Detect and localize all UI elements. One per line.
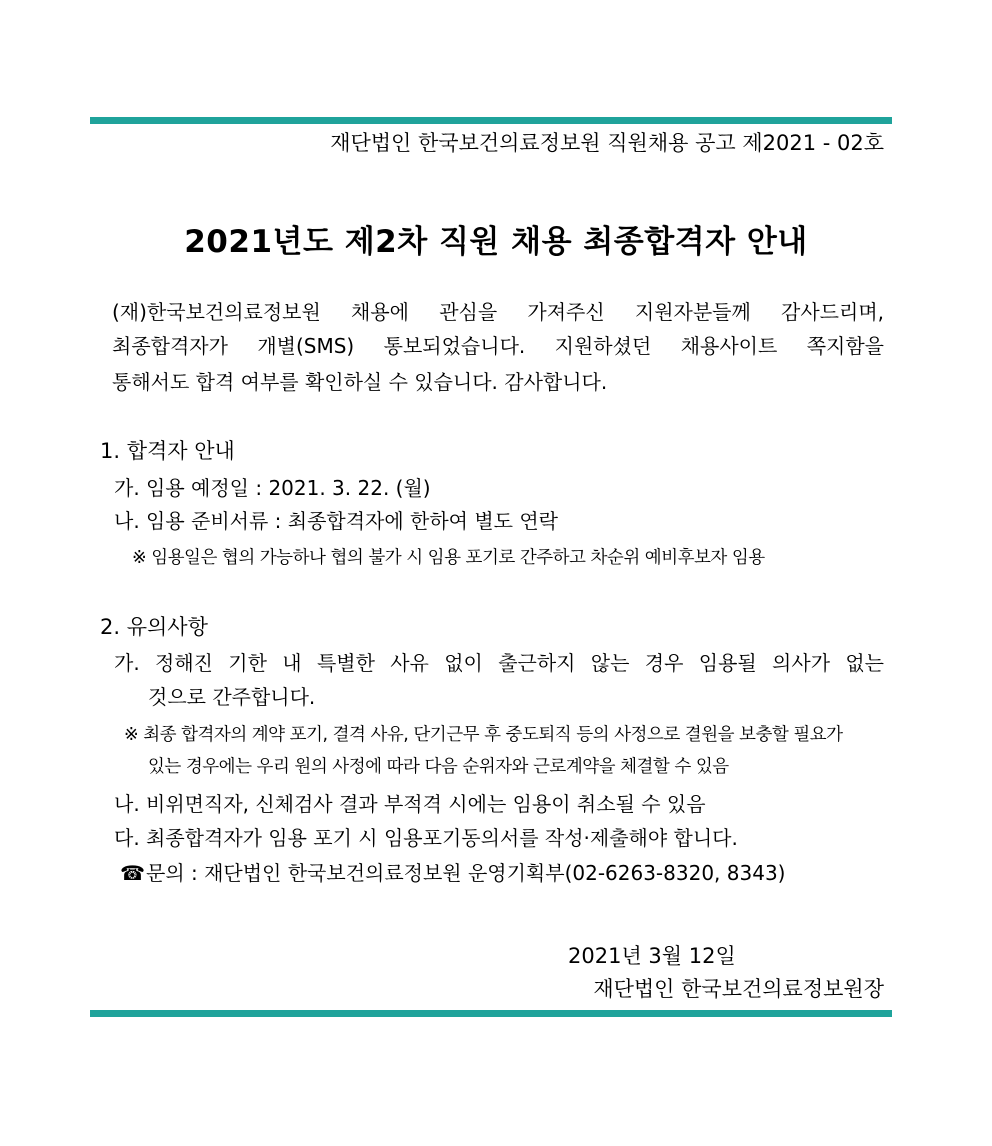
top-divider [90, 117, 892, 124]
section-2-note-line-2: 있는 경우에는 우리 원의 사정에 따라 다음 순위자와 근로계약을 체결할 수 있음 [148, 757, 729, 777]
telephone-icon: ☎ [120, 861, 145, 885]
intro-line-3: 통해서도 합격 여부를 확인하실 수 있습니다. 감사합니다. [112, 370, 608, 394]
intro-line-2: 최종합격자가 개별(SMS) 통보되었습니다. 지원하셨던 채용사이트 쪽지함을 [112, 334, 884, 358]
bottom-divider [90, 1010, 892, 1017]
section-2-heading: 2. 유의사항 [100, 615, 208, 639]
closing-signature: 재단법인 한국보건의료정보원장 [593, 977, 884, 1001]
section-1-note: ※ 임용일은 협의 가능하나 협의 불가 시 임용 포기로 간주하고 차순위 예비후보자 임용 [132, 548, 765, 568]
contact-line [120, 859, 785, 887]
notice-item-b: 나. 비위면직자, 신체검사 결과 부적격 시에는 임용이 취소될 수 있음 [114, 792, 706, 816]
page-title: 2021년도 제2차 직원 채용 최종합격자 안내 [184, 224, 808, 260]
notice-item-a-line-1: 가. 정해진 기한 내 특별한 사유 없이 출근하지 않는 경우 임용될 의사가 없는 [114, 651, 884, 675]
contact-text: 문의 : 재단법인 한국보건의료정보원 운영기획부(02-6263-8320, 8343) [146, 861, 786, 885]
appointment-date-item: 가. 임용 예정일 : 2021. 3. 22. (월) [114, 476, 431, 500]
closing-date: 2021년 3월 12일 [568, 944, 736, 968]
section-1-heading: 1. 합격자 안내 [100, 439, 235, 463]
intro-line-1: (재)한국보건의료정보원 채용에 관심을 가져주신 지원자분들께 감사드리며, [112, 300, 884, 324]
notice-item-a-line-2: 것으로 간주합니다. [148, 685, 316, 709]
documents-item: 나. 임용 준비서류 : 최종합격자에 한하여 별도 연락 [114, 509, 558, 533]
notice-item-c: 다. 최종합격자가 임용 포기 시 임용포기동의서를 작성·제출해야 합니다. [114, 826, 738, 850]
notice-number: 재단법인 한국보건의료정보원 직원채용 공고 제2021 - 02호 [330, 131, 884, 155]
section-2-note-line-1: ※ 최종 합격자의 계약 포기, 결격 사유, 단기근무 후 중도퇴직 등의 사정으로 결원을 보충할 필요가 [124, 725, 843, 745]
